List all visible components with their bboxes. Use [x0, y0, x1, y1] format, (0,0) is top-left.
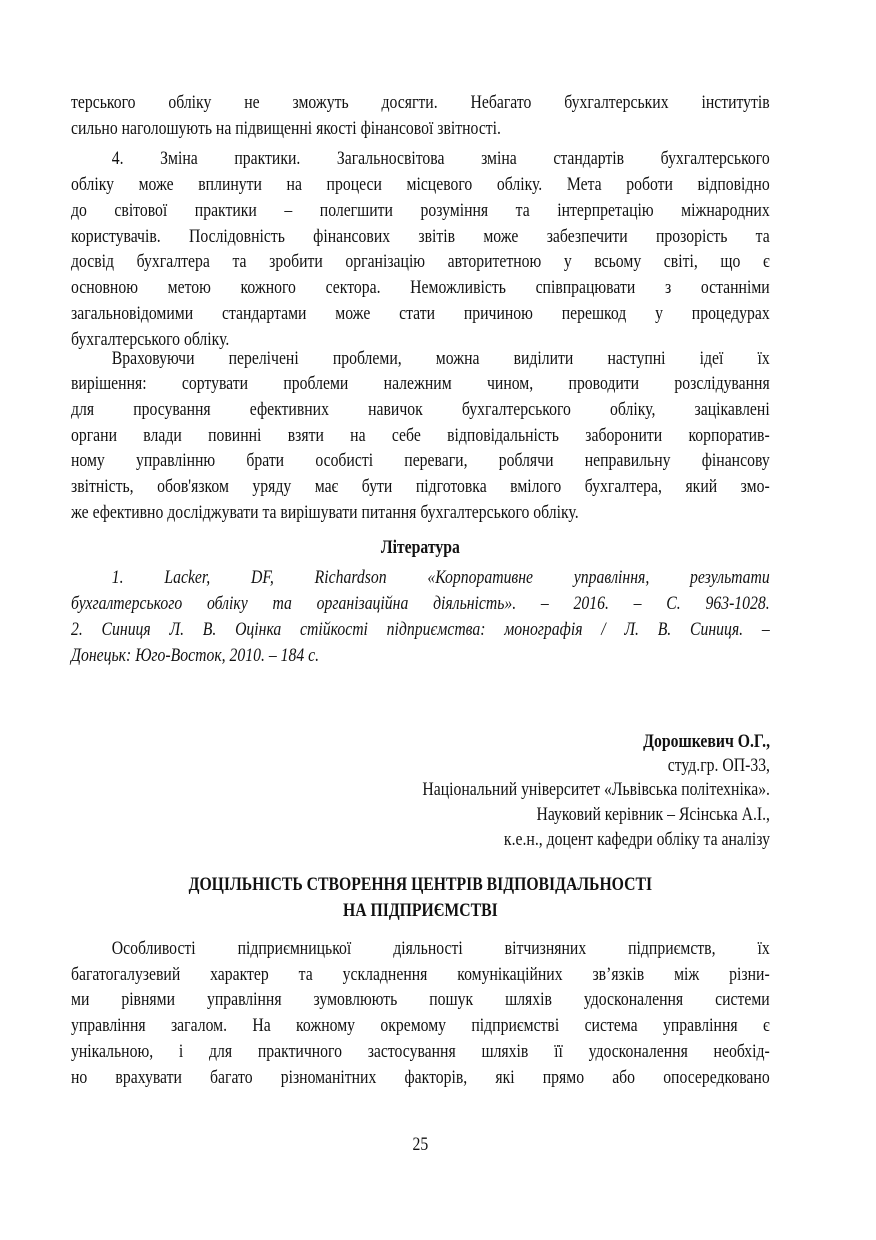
text-line: но врахувати багато різноманітних факторів, які прямо або опосередковано — [71, 1068, 770, 1088]
reference-item: бухгалтерського обліку та організаційна діяльність». – 2016. – С. 963-1028. — [71, 594, 770, 614]
author-university: Національний університет «Львівська політехніка». — [422, 780, 770, 800]
reference-item: 2. Синиця Л. В. Оцінка стійкості підприємства: монографія / Л. В. Синиця. – — [71, 620, 770, 640]
text-line: управління загалом. На кожному окремому підприємстві система управління є — [71, 1016, 770, 1036]
text-line: до світової практики – полегшити розуміння та інтерпретацію міжнародних — [71, 201, 770, 221]
text-line: загальновідомими стандартами може стати причиною перешкод у процедурах — [71, 304, 770, 324]
text-line: сильно наголошують на підвищенні якості фінансової звітності. — [71, 119, 501, 139]
text-line: терського обліку не зможуть досягти. Небагато бухгалтерських інститутів — [71, 93, 770, 113]
text-line: багатогалузевий характер та ускладнення комунікаційних зв’язків між різни- — [71, 965, 770, 985]
references-heading: Література — [380, 538, 460, 558]
author-name: Дорошкевич О.Г., — [643, 732, 770, 752]
text-line: унікальною, і для практичного застосування шляхів її удосконалення необхід- — [71, 1042, 770, 1062]
text-line: Особливості підприємницької діяльності вітчизняних підприємств, їх — [111, 939, 770, 959]
supervisor: Науковий керівник – Ясінська А.І., — [536, 805, 770, 825]
reference-item: Донецьк: Юго-Восток, 2010. – 184 с. — [71, 646, 320, 666]
text-line: Враховуючи перелічені проблеми, можна виділити наступні ідеї їх — [111, 349, 770, 369]
author-group: студ.гр. ОП-33, — [667, 756, 770, 776]
reference-item: 1. Lacker, DF, Richardson «Корпоративне управління, результати — [111, 568, 770, 588]
text-line: основною метою кожного сектора. Неможливість співпрацювати з останніми — [71, 278, 770, 298]
text-line: досвід бухгалтера та зробити організацію авторитетною у всьому світі, що є — [71, 252, 770, 272]
article-title-line: НА ПІДПРИЄМСТВІ — [342, 901, 498, 921]
text-line: органи влади повинні взяти на себе відповідальність заборонити корпоратив- — [71, 426, 770, 446]
text-line: звітність, обов'язком уряду має бути підготовка вмілого бухгалтера, який змо- — [71, 477, 770, 497]
text-line: ному управлінню брати особисті переваги, роблячи неправильну фінансову — [71, 451, 770, 471]
supervisor-title: к.е.н., доцент кафедри обліку та аналізу — [503, 830, 770, 850]
text-line: для просування ефективних навичок бухгалтерського обліку, зацікавлені — [71, 400, 770, 420]
text-line: вирішення: сортувати проблеми належним чином, проводити розслідування — [71, 374, 770, 394]
text-line: обліку може вплинути на процеси місцевого обліку. Мета роботи відповідно — [71, 175, 770, 195]
article-title-line: ДОЦІЛЬНІСТЬ СТВОРЕННЯ ЦЕНТРІВ ВІДПОВІДАЛЬНОСТІ — [188, 875, 653, 895]
text-line: бухгалтерського обліку. — [71, 330, 230, 350]
text-line: ми рівнями управління зумовлюють пошук шляхів удосконалення системи — [71, 990, 770, 1010]
text-line: же ефективно досліджувати та вирішувати питання бухгалтерського обліку. — [71, 503, 579, 523]
page-number: 25 — [412, 1135, 429, 1155]
text-line: 4. Зміна практики. Загальносвітова зміна стандартів бухгалтерського — [111, 149, 770, 169]
text-line: користувачів. Послідовність фінансових звітів може забезпечити прозорість та — [71, 227, 770, 247]
